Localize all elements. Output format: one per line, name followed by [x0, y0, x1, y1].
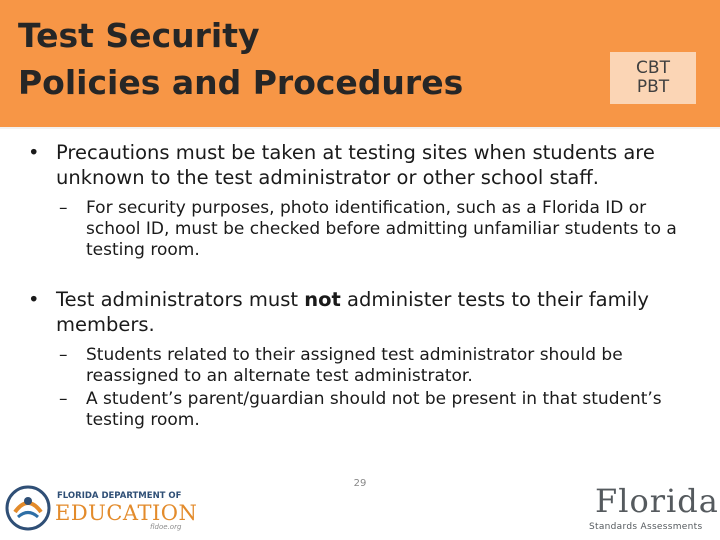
slide-title [18, 12, 463, 106]
bullet-mark: • [28, 141, 40, 164]
bullet-mark: • [28, 288, 40, 311]
sub-bullet-mark: – [59, 389, 68, 409]
slide-title-line1: Test Security [18, 16, 260, 55]
sub-bullet-item [24, 389, 704, 431]
fldoe-logo [5, 482, 210, 534]
fsa-logo-name: Florida [595, 482, 719, 520]
bullet-item [24, 287, 704, 337]
fsa-logo-tagline: Standards Assessments [589, 522, 703, 532]
sub-bullet-mark: – [59, 345, 68, 365]
fldoe-logo-line2: EDUCATION [55, 501, 198, 525]
title-banner [0, 0, 720, 127]
sub-bullet-text: A student’s parent/guardian should not be present in that student’s testing room. [86, 389, 662, 430]
header-divider [0, 127, 720, 129]
fldoe-logo-line1: FLORIDA DEPARTMENT OF [57, 491, 182, 501]
sub-bullet-item [24, 198, 704, 261]
sub-bullet-text: For security purposes, photo identification, such as a Florida ID or school ID, must be checked before admitting unfamiliar students to a testing room. [86, 198, 677, 260]
sub-bullet-item [24, 345, 704, 387]
cbt-pbt-badge [610, 52, 696, 104]
bullet-item [24, 140, 704, 190]
florida-standards-assessments-logo [585, 482, 719, 536]
fldoe-logo-line3: fldoe.org [150, 523, 182, 531]
bullet-text: Precautions must be taken at testing sites when students are unknown to the test administrator or other school staff. [56, 141, 655, 189]
sub-bullet-text: Students related to their assigned test administrator should be reassigned to an alternate test administrator. [86, 345, 623, 386]
page-number: 29 [353, 478, 367, 489]
badge-line1: CBT [636, 58, 670, 78]
slide-body [24, 140, 704, 431]
slide-title-line2: Policies and Procedures [18, 63, 464, 102]
badge-line2: PBT [636, 77, 670, 97]
sub-bullet-mark: – [59, 198, 68, 218]
bullet-text-after: administer tests to their family members. [56, 288, 649, 336]
bullet-text-emphasis: not [304, 288, 341, 311]
fldoe-seal-icon [5, 482, 51, 534]
bullet-text-before: Test administrators must [56, 288, 305, 311]
